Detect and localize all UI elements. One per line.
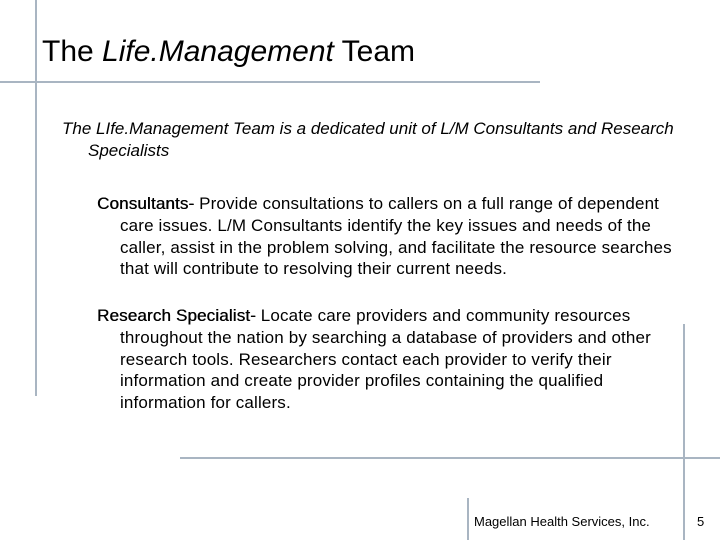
slide-title	[42, 32, 415, 72]
bullet-text: Provide consultations to callers on a full range of dependent care issues. L/M Consultants identify the key issues and needs of the caller, assist in the problem solving, and facilitate the resource searches that will contribute to resolving their current needs.	[120, 194, 672, 279]
bottom-horizontal-rule	[180, 457, 720, 459]
footer-company: Magellan Health Services, Inc.	[474, 514, 650, 529]
intro-paragraph: The LIfe.Management Team is a dedicated unit of L/M Consultants and Research Specialists	[62, 119, 674, 160]
title-emphasis: Life.Management	[102, 35, 334, 68]
page-number: 5	[697, 514, 705, 529]
bullet-consultants	[97, 193, 690, 280]
bullet-text: Locate care providers and community resources throughout the nation by searching a database of providers and other research tools. Researchers contact each provider to verify their information and create provider profiles containing the qualified information for callers.	[120, 306, 651, 413]
bottom-vertical-rule-middle	[467, 498, 469, 540]
top-horizontal-rule	[0, 81, 540, 83]
bullet-research-specialist	[97, 305, 690, 414]
top-vertical-rule	[35, 0, 37, 396]
bullet-heading: Research Specialist-	[97, 306, 256, 325]
bullet-heading: Consultants-	[97, 194, 195, 213]
title-suffix: Team	[333, 35, 415, 68]
title-prefix: The	[42, 35, 103, 68]
